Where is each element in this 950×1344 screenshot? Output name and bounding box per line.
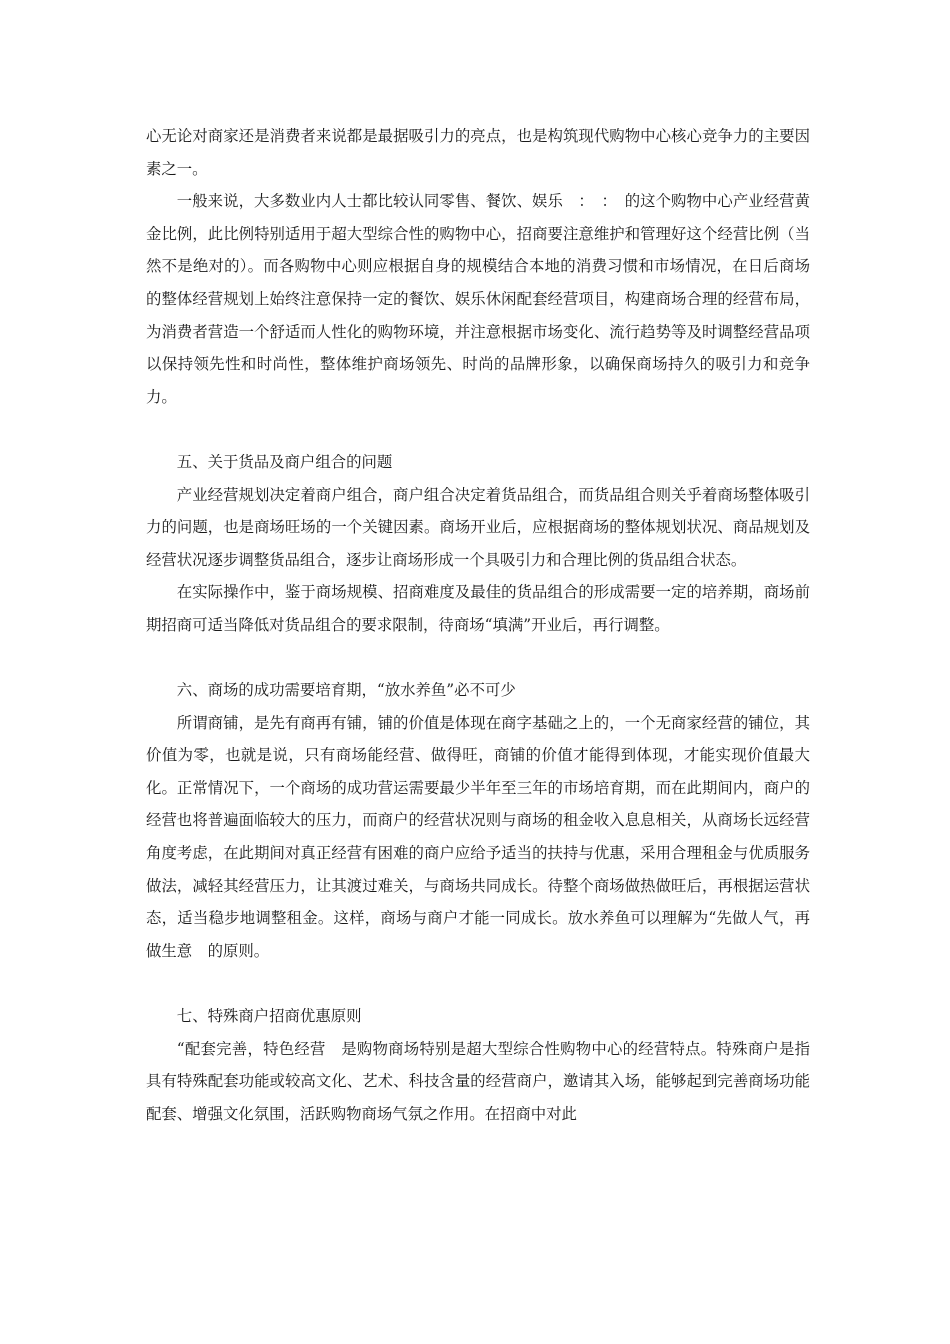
paragraph-goods-combination: 产业经营规划决定着商户组合，商户组合决定着货品组合，而货品组合则关乎着商场整体吸引力的问题，也是商场旺场的一个关键因素。商场开业后，应根据商场的整体规划状况、商品规划及经营状况逐步调整货品组合，逐步让商场形成一个具吸引力和合理比例的货品组合状态。 bbox=[146, 485, 810, 569]
section-heading-7: 七、特殊商户招商优惠原则 bbox=[176, 1007, 362, 1026]
paragraph-practical-operation: 在实际操作中，鉴于商场规模、招商难度及最佳的货品组合的形成需要一定的培养期，商场前期招商可适当降低对货品组合的要求限制，待商场“填满”开业后，再行调整。 bbox=[146, 583, 810, 634]
document-page bbox=[146, 120, 810, 1130]
paragraph-cultivation-period: 所谓商铺，是先有商再有铺，铺的价值是体现在商字基础之上的，一个无商家经营的铺位，其价值为零，也就是说，只有商场能经营、做得旺，商铺的价值才能得到体现，才能实现价值最大化。正常情况下，一个商场的成功营运需要最少半年至三年的市场培育期，而在此期间内，商户的经营也将普遍面临较大的压力，而商户的经营状况则与商场的租金收入息息相关，从商场长远经营角度考虑，在此期间对真正经营有困难的商户应给予适当的扶持与优惠，采用合理租金与优质服务做法，减轻其经营压力，让其渡过难关，与商场共同成长。待整个商场做热做旺后，再根据运营状态，适当稳步地调整租金。这样，商场与商户才能一同成长。放水养鱼可以理解为“先做人气，再做生意 的原则。 bbox=[146, 713, 810, 960]
section-heading-6: 六、商场的成功需要培育期，“放水养鱼”必不可少 bbox=[176, 681, 516, 700]
section-heading-5: 五、关于货品及商户组合的问题 bbox=[176, 452, 393, 471]
paragraph-special-merchants: “配套完善，特色经营 是购物商场特别是超大型综合性购物中心的经营特点。特殊商户是指具有特殊配套功能或较高文化、艺术、科技含量的经营商户，邀请其入场，能够起到完善商场功能配套、增强文化氛围，活跃购物商场气氛之作用。在招商中对此 bbox=[146, 1039, 810, 1123]
paragraph-continuation: 心无论对商家还是消费者来说都是最据吸引力的亮点，也是构筑现代购物中心核心竞争力的主要因素之一。 bbox=[146, 127, 810, 178]
paragraph-golden-ratio: 一般来说，大多数业内人士都比较认同零售、餐饮、娱乐 ： ： 的这个购物中心产业经营黄金比例，此比例特别适用于超大型综合性的购物中心，招商要注意维护和管理好这个经营比例（当然不是绝对的）。而各购物中心则应根据自身的规模结合本地的消费习惯和市场情况，在日后商场的整体经营规划上始终注意保持一定的餐饮、娱乐休闲配套经营项目，构建商场合理的经营布局，为消费者营造一个舒适而人性化的购物环境，并注意根据市场变化、流行趋势等及时调整经营品项以保持领先性和时尚性，整体维护商场领先、时尚的品牌形象，以确保商场持久的吸引力和竞争力。 bbox=[146, 192, 810, 406]
